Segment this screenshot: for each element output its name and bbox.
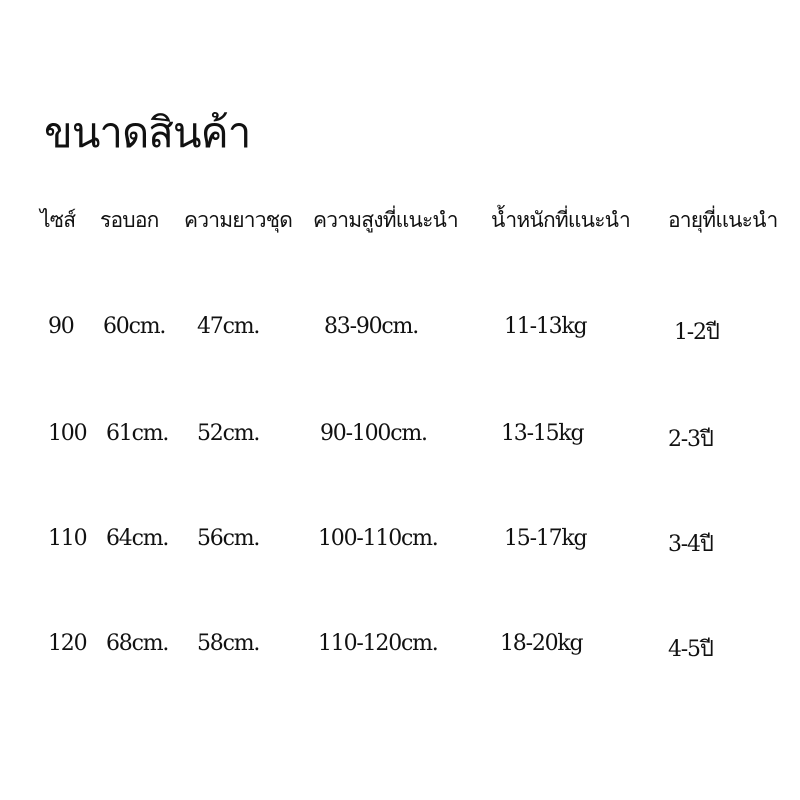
cell-age: 2-3ปี [668, 427, 713, 452]
cell-length: 58cm. [197, 631, 260, 656]
cell-chest: 60cm. [103, 314, 166, 339]
header-recommended-height: ความสูงที่แนะนำ [313, 208, 458, 232]
header-length: ความยาวชุด [184, 208, 293, 232]
cell-size: 100 [48, 421, 87, 446]
header-recommended-age: อายุที่แนะนำ [668, 208, 778, 232]
cell-chest: 64cm. [106, 526, 169, 551]
cell-height: 100-110cm. [318, 526, 438, 551]
cell-weight: 15-17kg [504, 526, 587, 551]
cell-age: 4-5ปี [668, 637, 713, 662]
cell-length: 56cm. [197, 526, 260, 551]
cell-chest: 68cm. [106, 631, 169, 656]
cell-weight: 18-20kg [500, 631, 583, 656]
cell-length: 52cm. [197, 421, 260, 446]
cell-weight: 13-15kg [501, 421, 584, 446]
page-title: ขนาดสินค้า [44, 108, 251, 157]
header-chest: รอบอก [100, 208, 159, 232]
cell-age: 3-4ปี [668, 532, 713, 557]
cell-age: 1-2ปี [674, 320, 719, 345]
cell-size: 90 [48, 314, 74, 339]
cell-chest: 61cm. [106, 421, 169, 446]
cell-height: 110-120cm. [318, 631, 438, 656]
cell-size: 110 [48, 526, 87, 551]
cell-height: 90-100cm. [320, 421, 427, 446]
header-recommended-weight: น้ำหนักที่แนะนำ [491, 208, 631, 232]
cell-height: 83-90cm. [324, 314, 418, 339]
cell-size: 120 [48, 631, 87, 656]
cell-weight: 11-13kg [504, 314, 587, 339]
cell-length: 47cm. [197, 314, 260, 339]
header-size: ไซส์ [40, 208, 76, 232]
